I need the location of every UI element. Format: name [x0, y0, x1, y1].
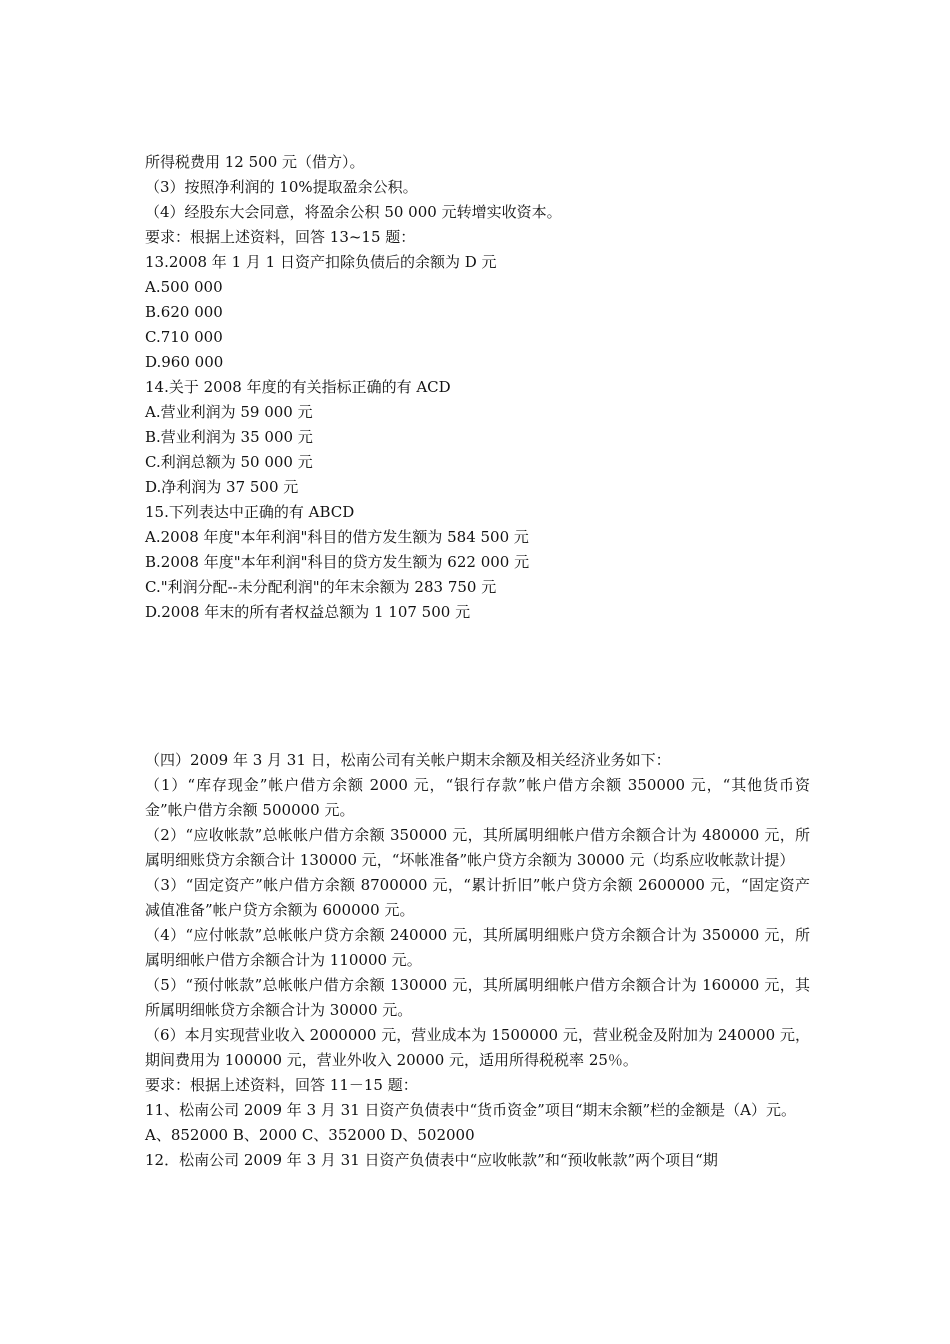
option-d: D.960 000 [145, 353, 224, 371]
option-b: B.2008 年度"本年利润"科目的贷方发生额为 622 000 元 [145, 553, 530, 571]
item-2-paragraph: （2）“应收帐款”总帐帐户借方余额 350000 元，其所属明细帐户借方余额合计为 480000 元，所属明细账贷方余额合计 130000 元，“坏帐准备”帐户贷方余额为 30000 元（均系应收帐款计提） [145, 826, 810, 869]
requirement-line: 要求：根据上述资料，回答 11－15 题： [145, 1076, 418, 1094]
question-13: 13.2008 年 1 月 1 日资产扣除负债后的余额为 D 元 [145, 253, 497, 271]
option-a: A.营业利润为 59 000 元 [145, 403, 313, 421]
question-11: 11、松南公司 2009 年 3 月 31 日资产负债表中“货币资金”项目“期末余额”栏的金额是（A）元。 [145, 1101, 797, 1119]
requirement-line: 要求：根据上述资料，回答 13~15 题： [145, 228, 416, 246]
option-b: B.营业利润为 35 000 元 [145, 428, 313, 446]
option-d: D.2008 年末的所有者权益总额为 1 107 500 元 [145, 603, 471, 621]
option-b: B.620 000 [145, 303, 223, 321]
text-line: 所得税费用 12 500 元（借方）。 [145, 153, 365, 171]
option-c: C.利润总额为 50 000 元 [145, 453, 313, 471]
question-11-options: A、852000 B、2000 C、352000 D、502000 [145, 1126, 475, 1144]
section-heading: （四）2009 年 3 月 31 日，松南公司有关帐户期末余额及相关经济业务如下： [145, 751, 671, 769]
text-line: （3）按照净利润的 10%提取盈余公积。 [145, 178, 418, 196]
item-4-paragraph: （4）“应付帐款”总帐帐户贷方余额 240000 元，其所属明细账户贷方余额合计为 350000 元，所属明细帐户借方余额合计为 110000 元。 [145, 926, 810, 969]
item-1-paragraph: （1）“库存现金”帐户借方余额 2000 元，“银行存款”帐户借方余额 350000 元，“其他货币资金”帐户借方余额 500000 元。 [145, 776, 810, 819]
section-balance-sheet-questions [145, 748, 810, 1173]
option-a: A.2008 年度"本年利润"科目的借方发生额为 584 500 元 [145, 528, 529, 546]
item-6-paragraph: （6）本月实现营业收入 2000000 元，营业成本为 1500000 元，营业税金及附加为 240000 元，期间费用为 100000 元，营业外收入 20000 元，适用所得税税率 25％。 [145, 1026, 810, 1069]
item-5-paragraph: （5）“预付帐款”总帐帐户借方余额 130000 元，其所属明细帐户借方余额合计为 160000 元，其所属明细帐贷方余额合计为 30000 元。 [145, 976, 810, 1019]
item-3-paragraph: （3）“固定资产”帐户借方余额 8700000 元，“累计折旧”帐户贷方余额 2600000 元，“固定资产减值准备”帐户贷方余额为 600000 元。 [145, 876, 810, 919]
question-15: 15.下列表达中正确的有 ABCD [145, 503, 355, 521]
text-line: （4）经股东大会同意，将盈余公积 50 000 元转增实收资本。 [145, 203, 562, 221]
option-c: C."利润分配--未分配利润"的年末余额为 283 750 元 [145, 578, 497, 596]
question-14: 14.关于 2008 年度的有关指标正确的有 ACD [145, 378, 451, 396]
option-c: C.710 000 [145, 328, 223, 346]
section-profit-questions [145, 150, 810, 625]
option-d: D.净利润为 37 500 元 [145, 478, 299, 496]
question-12: 12．松南公司 2009 年 3 月 31 日资产负债表中“应收帐款”和“预收帐款”两个项目“期 [145, 1151, 718, 1169]
option-a: A.500 000 [145, 278, 223, 296]
